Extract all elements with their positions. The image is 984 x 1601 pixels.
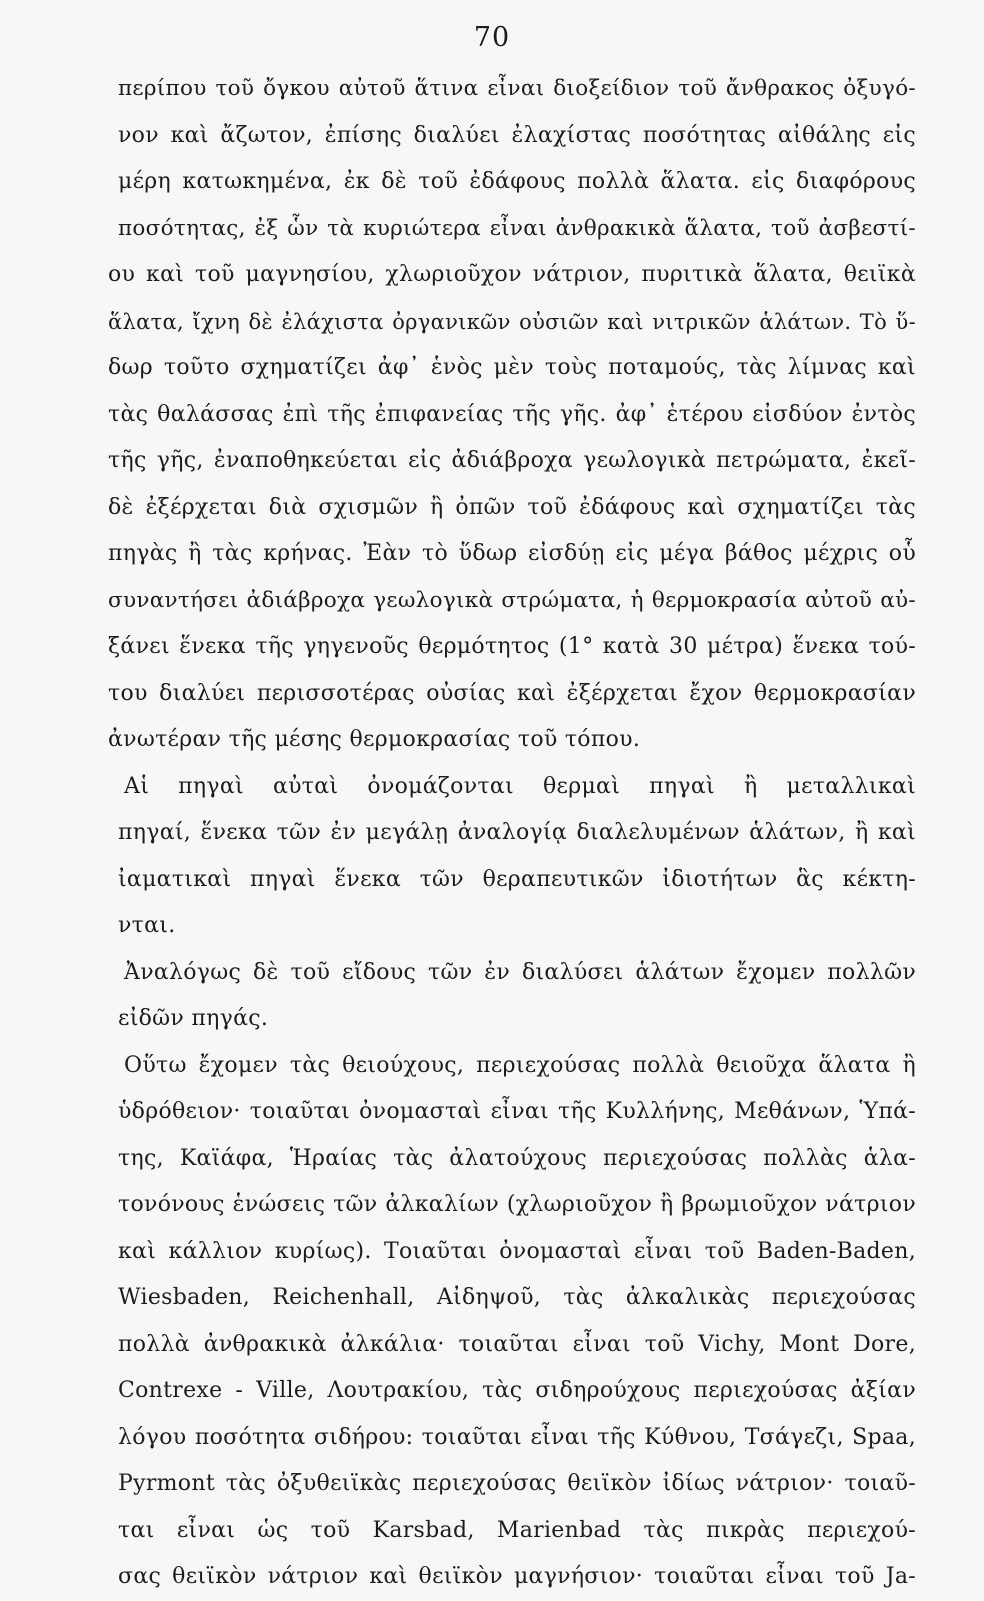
text-line: Ἀναλόγως δὲ τοῦ εἴδους τῶν ἐν διαλύσει ἁλάτων ἔχομεν πολλῶν (124, 959, 916, 985)
text-line: Contrexe - Ville, Λουτρακίου, τὰς σιδηρούχους περιεχούσας ἀξίαν (118, 1378, 916, 1403)
text-line: τονόνους ἑνώσεις τῶν ἀλκαλίων (χλωριοῦχον ἢ βρωμιοῦχον νάτριον (118, 1192, 916, 1217)
text-line: ἀνωτέραν τῆς μέσης θερμοκρασίας τοῦ τόπου. (108, 727, 641, 752)
text-line: πολλὰ ἀνθρακικὰ ἀλκάλια· τοιαῦται εἶναι τοῦ Vichy, Mont Dore, (118, 1331, 916, 1357)
text-line: συναντήσει ἀδιάβροχα γεωλογικὰ στρώματα, ἡ θερμοκρασία αὐτοῦ αὐ- (108, 587, 916, 613)
handwritten-text-block (108, 66, 916, 1601)
text-line: ἰαματικαὶ πηγαὶ ἕνεκα τῶν θεραπευτικῶν ἰδιοτήτων ἃς κέκτη- (118, 866, 916, 892)
text-line: νον καὶ ἄζωτον, ἐπίσης διαλύει ἐλαχίστας ποσότητας αἰθάλης εἰς (118, 122, 916, 148)
text-line: του διαλύει περισσοτέρας οὐσίας καὶ ἐξέρχεται ἔχον θερμοκρασίαν (108, 680, 916, 706)
text-line: Αἱ πηγαὶ αὐταὶ ὀνομάζονται θερμαὶ πηγαὶ ἢ μεταλλικαὶ (124, 773, 916, 799)
text-line: δὲ ἐξέρχεται διὰ σχισμῶν ἢ ὀπῶν τοῦ ἐδάφους καὶ σχηματίζει τὰς (108, 494, 916, 520)
text-line: ἅλατα, ἴχνη δὲ ἐλάχιστα ὀργανικῶν οὐσιῶν καὶ νιτρικῶν ἁλάτων. Τὸ ὕ- (108, 309, 916, 334)
text-line: πηγαί, ἕνεκα τῶν ἐν μεγάλῃ ἀναλογίᾳ διαλελυμένων ἁλάτων, ἢ καὶ (118, 820, 916, 845)
text-line: πηγὰς ἢ τὰς κρήνας. Ἐὰν τὸ ὕδωρ εἰσδύῃ εἰς μέγα βάθος μέχρις οὗ (108, 541, 916, 566)
text-line: σας θειϊκὸν νάτριον καὶ θειϊκὸν μαγνήσιον· τοιαῦται εἶναι τοῦ Ja- (118, 1564, 916, 1589)
text-line: Wiesbaden, Reichenhall, Αἰδηψοῦ, τὰς ἀλκαλικὰς περιεχούσας (118, 1285, 916, 1310)
text-line: ποσότητας, ἐξ ὧν τὰ κυριώτερα εἶναι ἀνθρακικὰ ἅλατα, τοῦ ἀσβεστί- (118, 215, 916, 241)
text-line: ου καὶ τοῦ μαγνησίου, χλωριοῦχον νάτριον, πυριτικὰ ἅλατα, θειϊκὰ (108, 262, 916, 287)
text-line: λόγου ποσότητα σιδήρου: τοιαῦται εἶναι τῆς Κύθνου, Τσάγεζι, Spaa, (118, 1424, 916, 1450)
text-line: καὶ κάλλιον κυρίως). Τοιαῦται ὀνομασταὶ εἶναι τοῦ Baden-Baden, (118, 1238, 916, 1264)
text-line: Pyrmont τὰς ὀξυθειϊκὰς περιεχούσας θειϊκὸν ἰδίως νάτριον· τοιαῦ- (118, 1471, 916, 1496)
text-line: ξάνει ἕνεκα τῆς γηγενοῦς θερμότητος (1° κατὰ 30 μέτρα) ἕνεκα τού- (108, 634, 916, 659)
text-line: τῆς γῆς, ἐναποθηκεύεται εἰς ἀδιάβροχα γεωλογικὰ πετρώματα, ἐκεῖ- (108, 448, 916, 473)
text-line: εἰδῶν πηγάς. (118, 1006, 269, 1031)
text-line: μέρη κατωκημένα, ἐκ δὲ τοῦ ἐδάφους πολλὰ ἅλατα. εἰς διαφόρους (118, 169, 916, 194)
text-line: Οὕτω ἔχομεν τὰς θειούχους, περιεχούσας πολλὰ θειοῦχα ἅλατα ἢ (124, 1052, 916, 1078)
text-line: νται. (118, 913, 176, 938)
text-line: περίπου τοῦ ὄγκου αὐτοῦ ἅτινα εἶναι διοξείδιον τοῦ ἄνθρακος ὀξυγό- (118, 76, 916, 101)
text-line: της, Καϊάφα, Ἡραίας τὰς ἀλατούχους περιεχούσας πολλὰς ἁλα- (118, 1145, 916, 1171)
text-line: τὰς θαλάσσας ἐπὶ τῆς ἐπιφανείας τῆς γῆς. ἀφ᾽ ἑτέρου εἰσδύον ἐντὸς (108, 401, 916, 427)
page-number: 70 (473, 22, 511, 53)
text-line: ὑδρόθειον· τοιαῦται ὀνομασταὶ εἶναι τῆς Κυλλήνης, Μεθάνων, Ὑπά- (118, 1099, 916, 1124)
text-line: δωρ τοῦτο σχηματίζει ἀφ᾽ ἑνὸς μὲν τοὺς ποταμούς, τὰς λίμνας καὶ (108, 355, 916, 380)
text-line: ται εἶναι ὡς τοῦ Karsbad, Marienbad τὰς πικρὰς περιεχού- (118, 1517, 916, 1543)
